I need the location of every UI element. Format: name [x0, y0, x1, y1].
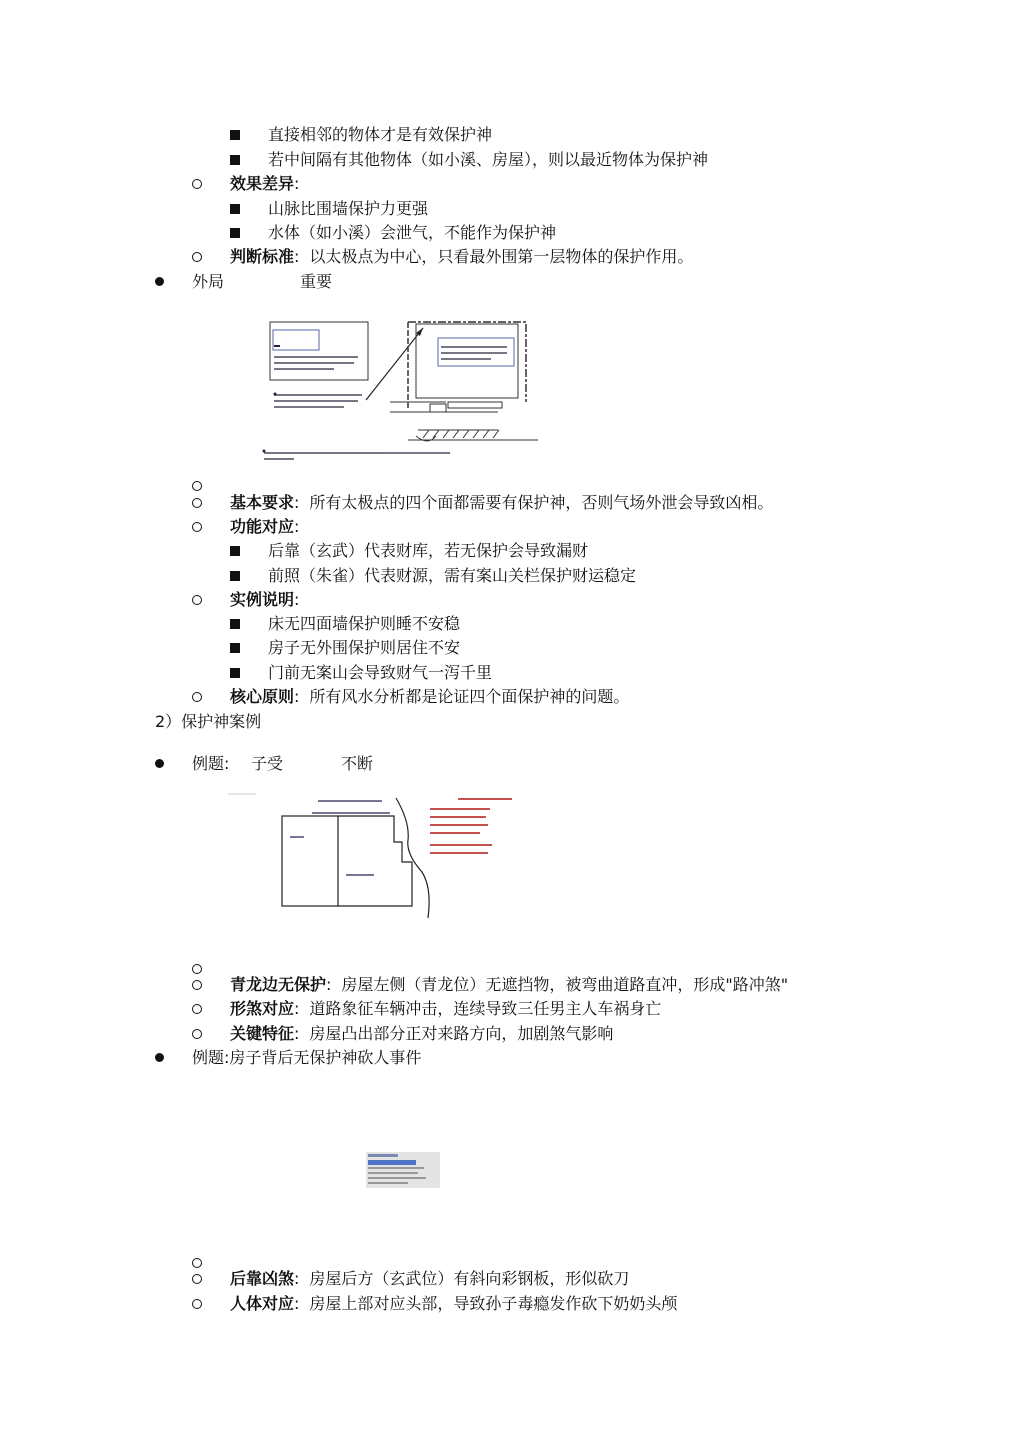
- square-bullet-icon: [230, 155, 240, 165]
- circle-bullet-icon: [192, 498, 202, 508]
- effect-label: 效果差异: [230, 174, 295, 193]
- circle-bullet-icon: [192, 481, 202, 491]
- square-bullet-icon: [230, 643, 240, 653]
- circle-bullet-icon: [192, 1258, 202, 1268]
- disc-bullet-icon: [155, 759, 164, 768]
- circle-bullet-icon: [192, 980, 202, 990]
- disc-bullet-icon: [155, 277, 164, 286]
- circle-bullet-icon: [192, 1274, 202, 1284]
- circle-bullet-icon: [192, 1029, 202, 1039]
- circle-bullet-icon: [192, 1299, 202, 1309]
- square-bullet-icon: [230, 668, 240, 678]
- circle-bullet-icon: [192, 179, 202, 189]
- disc-bullet-icon: [155, 1053, 164, 1062]
- circle-bullet-icon: [192, 1004, 202, 1014]
- square-bullet-icon: [230, 571, 240, 581]
- circle-bullet-icon: [192, 692, 202, 702]
- square-bullet-icon: [230, 546, 240, 556]
- screenshot-thumbnail: [366, 1152, 440, 1188]
- square-bullet-icon: [230, 228, 240, 238]
- circle-bullet-icon: [192, 252, 202, 262]
- diagram-image: [258, 318, 538, 464]
- square-bullet-icon: [230, 619, 240, 629]
- diagram-image: [226, 792, 546, 922]
- square-bullet-icon: [230, 130, 240, 140]
- circle-bullet-icon: [192, 595, 202, 605]
- circle-bullet-icon: [192, 522, 202, 532]
- square-bullet-icon: [230, 204, 240, 214]
- circle-bullet-icon: [192, 964, 202, 974]
